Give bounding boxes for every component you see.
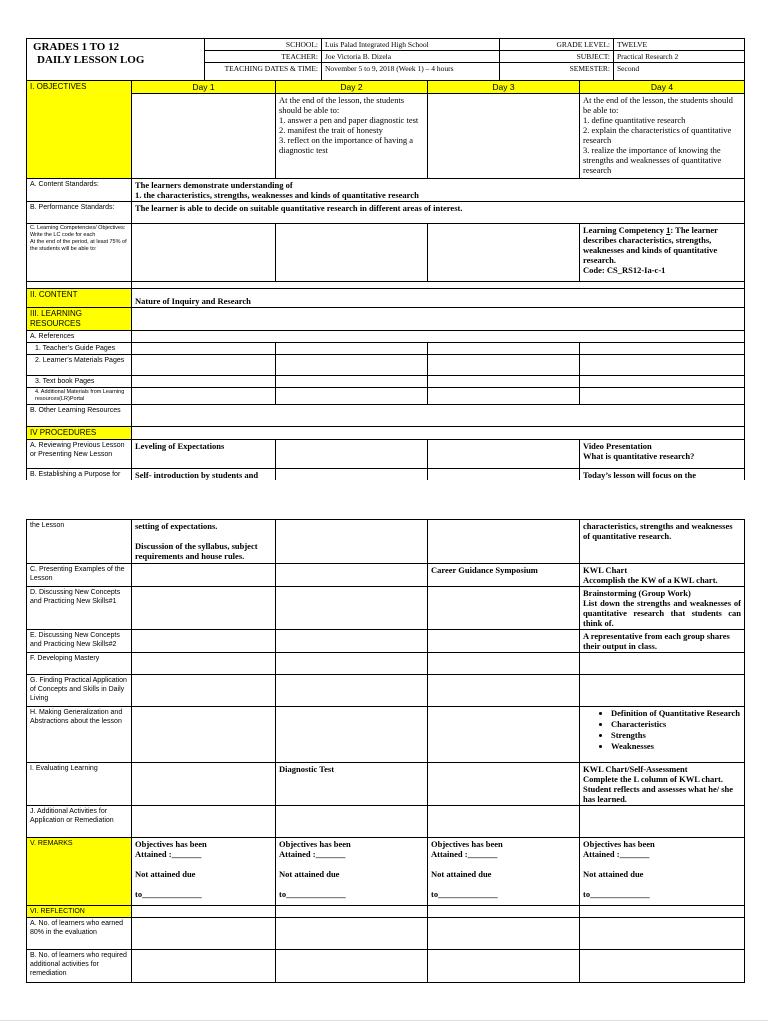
competency-text: : The learner describes characteristics, strengths, weaknesses and kinds of quantitative research. <box>583 225 718 265</box>
mastery-day-3 <box>428 653 580 675</box>
remarks-day-4 <box>580 838 745 906</box>
objectives-label: I. OBJECTIVES <box>27 81 132 179</box>
purpose-day-2-p2 <box>276 520 428 564</box>
generalization-day-4 <box>580 707 745 763</box>
teacher-label: TEACHER: <box>205 51 322 63</box>
reviewing-day-3 <box>428 440 580 469</box>
remarks-day-1 <box>132 838 276 906</box>
examples-day-4-line-1: KWL Chart <box>583 565 628 575</box>
lesson-table-p1 <box>26 80 745 482</box>
tg-label: 1. Teacher’s Guide Pages <box>27 343 132 355</box>
references-value <box>132 331 745 343</box>
page-2 <box>0 519 768 999</box>
reflection-day-4 <box>580 906 745 918</box>
content-standards-value <box>132 179 745 202</box>
concepts-2-day-4: A representative from each group shares their output in class. <box>580 630 745 653</box>
page-1 <box>0 0 768 480</box>
examples-day-1 <box>132 564 276 587</box>
generalization-label: H. Making Generalization and Abstractions about the lesson <box>27 707 132 763</box>
reflection-day-3 <box>428 906 580 918</box>
remarks-line-4: to______________ <box>135 889 202 899</box>
examples-day-3: Career Guidance Symposium <box>428 564 580 587</box>
application-day-3 <box>428 675 580 707</box>
tg-day-1 <box>132 343 276 355</box>
content-label: II. CONTENT <box>27 289 132 308</box>
content-standards-line-2: 1. the characteristics, strengths, weaknesses and kinds of quantitative research <box>135 190 419 200</box>
application-day-2 <box>276 675 428 707</box>
competency-number: 1 <box>666 225 671 235</box>
evaluating-day-1 <box>132 763 276 806</box>
competencies-day-1 <box>132 224 276 282</box>
remarks-line-3: Not attained due <box>583 869 644 879</box>
tg-day-4 <box>580 343 745 355</box>
concepts-1-day-4 <box>580 587 745 630</box>
purpose-day-4-p2: characteristics, strengths and weaknesses of quantitative research. <box>580 520 745 564</box>
concepts-2-day-2 <box>276 630 428 653</box>
lm-day-2 <box>276 355 428 376</box>
purpose-day-1-p1: Self- introduction by students and <box>132 469 276 482</box>
competencies-day-3 <box>428 224 580 282</box>
list-item: • Definition of Quantitative Research <box>611 708 741 719</box>
performance-standards-label: B. Performance Standards: <box>27 202 132 224</box>
competency-prefix: Learning Competency <box>583 225 667 235</box>
objectives-day-1 <box>132 94 276 179</box>
examples-day-2 <box>276 564 428 587</box>
lr-label: 4. Additional Materials from Learning resources(LR)Portal <box>27 388 132 405</box>
objectives-day-3 <box>428 94 580 179</box>
reflection-b-day-1 <box>132 950 276 983</box>
concepts-2-day-1 <box>132 630 276 653</box>
generalization-day-2 <box>276 707 428 763</box>
remarks-line-3: Not attained due <box>279 869 340 879</box>
concepts-2-label: E. Discussing New Concepts and Practicing New Skills#2 <box>27 630 132 653</box>
concepts-1-day-2 <box>276 587 428 630</box>
semester-value: Second <box>614 63 745 83</box>
evaluating-day-4 <box>580 763 745 806</box>
application-label: G. Finding Practical Application of Concepts and Skills in Daily Living <box>27 675 132 707</box>
application-day-4 <box>580 675 745 707</box>
remarks-label: V. REMARKS <box>27 838 132 906</box>
lr-day-1 <box>132 388 276 405</box>
learning-resources-label: III. LEARNING RESOURCES <box>27 308 132 331</box>
additional-day-2 <box>276 806 428 838</box>
concepts-2-day-3 <box>428 630 580 653</box>
remarks-line-3: Not attained due <box>431 869 492 879</box>
additional-activities-label: J. Additional Activities for Application or Remediation <box>27 806 132 838</box>
subject-value: Practical Research 2 <box>614 51 745 63</box>
reflection-b-day-4 <box>580 950 745 983</box>
reflection-label: VI. REFLECTION <box>27 906 132 918</box>
school-value: Luis Palad Integrated High School <box>322 39 500 51</box>
evaluating-day-4-line-1: KWL Chart/Self-Assessment <box>583 764 688 774</box>
competencies-day-2 <box>276 224 428 282</box>
subject-label: SUBJECT: <box>500 51 614 63</box>
learning-resources-value <box>132 308 745 331</box>
reflection-b-label: B. No. of learners who required additional activities for remediation <box>27 950 132 983</box>
procedures-value <box>132 427 745 440</box>
reflection-a-label: A. No. of learners who earned 80% in the evaluation <box>27 918 132 950</box>
content-standards-label: A. Content Standards: <box>27 179 132 202</box>
objectives-day-4: At the end of the lesson, the students should be able to: 1. define quantitative research 2. explain the characteristics of quantitative research 3. realize the importance of knowing the strengths and weaknesses of quantitative research <box>580 94 745 179</box>
references-label: A. References <box>27 331 132 343</box>
reflection-b-day-3 <box>428 950 580 983</box>
reviewing-day-4 <box>580 440 745 469</box>
reflection-day-2 <box>276 906 428 918</box>
list-item: • Weaknesses <box>611 741 741 752</box>
concepts-1-day-1 <box>132 587 276 630</box>
tb-day-1 <box>132 376 276 388</box>
remarks-line-4: to______________ <box>583 889 650 899</box>
day-1-header: Day 1 <box>132 81 276 94</box>
lm-day-3 <box>428 355 580 376</box>
tb-day-3 <box>428 376 580 388</box>
reflection-a-day-3 <box>428 918 580 950</box>
remarks-line-4: to______________ <box>279 889 346 899</box>
title-line-2: DAILY LESSON LOG <box>37 54 145 66</box>
objectives-day-2: At the end of the lesson, the students should be able to: 1. answer a pen and paper diagnostic test 2. manifest the trait of honesty 3. reflect on the importance of having a diagnostic test <box>276 94 428 179</box>
competency-code: Code: CS_RS12-Ia-c-1 <box>583 265 666 275</box>
remarks-line-4: to______________ <box>431 889 498 899</box>
remarks-line-2: Attained :_______ <box>279 849 346 859</box>
examples-label: C. Presenting Examples of the Lesson <box>27 564 132 587</box>
tb-day-4 <box>580 376 745 388</box>
generalization-day-1 <box>132 707 276 763</box>
concepts-1-day-3 <box>428 587 580 630</box>
remarks-line-2: Attained :_______ <box>431 849 498 859</box>
concepts-1-label: D. Discussing New Concepts and Practicing New Skills#1 <box>27 587 132 630</box>
list-item: • Characteristics <box>611 719 741 730</box>
purpose-label-p1: B. Establishing a Purpose for <box>27 469 132 482</box>
grade-label: GRADE LEVEL: <box>500 39 614 51</box>
additional-day-1 <box>132 806 276 838</box>
dates-value: November 5 to 9, 2018 (Week 1) – 4 hours <box>322 63 500 83</box>
grade-value: TWELVE <box>614 39 745 51</box>
generalization-list <box>583 708 741 752</box>
lr-day-4 <box>580 388 745 405</box>
reflection-a-day-1 <box>132 918 276 950</box>
tg-day-3 <box>428 343 580 355</box>
mastery-day-4 <box>580 653 745 675</box>
other-resources-value <box>132 405 745 427</box>
evaluating-day-4-line-2: Complete the L column of KWL chart. Student reflects and assesses what he/ she has learned. <box>583 774 734 804</box>
reflection-a-day-4 <box>580 918 745 950</box>
reviewing-day-2 <box>276 440 428 469</box>
reflection-day-1 <box>132 906 276 918</box>
purpose-label-p2: the Lesson <box>27 520 132 564</box>
semester-label: SEMESTER: <box>500 63 614 83</box>
lm-day-4 <box>580 355 745 376</box>
mastery-label: F. Developing Mastery <box>27 653 132 675</box>
procedures-label: IV PROCEDURES <box>27 427 132 440</box>
reviewing-label: A. Reviewing Previous Lesson or Presenting New Lesson <box>27 440 132 469</box>
dll-title <box>27 39 205 83</box>
tg-day-2 <box>276 343 428 355</box>
examples-day-4-line-2: Accomplish the KW of a KWL chart. <box>583 575 718 585</box>
generalization-day-3 <box>428 707 580 763</box>
tb-label: 3. Text book Pages <box>27 376 132 388</box>
evaluating-label: I. Evaluating Learning <box>27 763 132 806</box>
reviewing-day-4-line-1: Video Presentation <box>583 441 652 451</box>
lm-day-1 <box>132 355 276 376</box>
remarks-day-3 <box>428 838 580 906</box>
remarks-line-2: Attained :_______ <box>583 849 650 859</box>
additional-day-3 <box>428 806 580 838</box>
spacer-value <box>132 282 745 289</box>
lr-day-2 <box>276 388 428 405</box>
content-value: Nature of Inquiry and Research <box>132 289 745 308</box>
reflection-a-day-2 <box>276 918 428 950</box>
header-table <box>26 38 745 83</box>
day-4-header: Day 4 <box>580 81 745 94</box>
examples-day-4 <box>580 564 745 587</box>
tb-day-2 <box>276 376 428 388</box>
purpose-day-1-p2: setting of expectations. Discussion of the syllabus, subject requirements and house rules. <box>132 520 276 564</box>
concepts-1-day-4-line-1: Brainstorming (Group Work) <box>583 588 691 598</box>
remarks-day-2 <box>276 838 428 906</box>
purpose-day-4-p1: Today’s lesson will focus on the <box>580 469 745 482</box>
list-item: • Strengths <box>611 730 741 741</box>
competencies-day-4 <box>580 224 745 282</box>
spacer-label <box>27 282 132 289</box>
other-resources-label: B. Other Learning Resources <box>27 405 132 427</box>
additional-day-4 <box>580 806 745 838</box>
reviewing-day-4-line-2: What is quantitative research? <box>583 451 695 461</box>
concepts-1-day-4-line-2: List down the strengths and weaknesses of quantitative research that students can think of. <box>583 598 741 628</box>
reflection-b-day-2 <box>276 950 428 983</box>
lm-label: 2. Learner’s Materials Pages <box>27 355 132 376</box>
evaluating-day-3 <box>428 763 580 806</box>
content-standards-line-1: The learners demonstrate understanding of <box>135 180 293 190</box>
day-3-header: Day 3 <box>428 81 580 94</box>
application-day-1 <box>132 675 276 707</box>
day-2-header: Day 2 <box>276 81 428 94</box>
teacher-value: Joe Victoria B. Dizela <box>322 51 500 63</box>
page-gap <box>0 480 768 519</box>
school-label: SCHOOL: <box>205 39 322 51</box>
title-line-1: GRADES 1 TO 12 <box>33 41 120 53</box>
purpose-day-3-p2 <box>428 520 580 564</box>
performance-standards-value: The learner is able to decide on suitable quantitative research in different areas of interest. <box>132 202 745 224</box>
competencies-label: C. Learning Competencies/ Objectives: Write the LC code for each At the end of the period, at least 75% of the students will be able to: <box>27 224 132 282</box>
lr-day-3 <box>428 388 580 405</box>
reviewing-day-1: Leveling of Expectations <box>132 440 276 469</box>
remarks-line-2: Attained :_______ <box>135 849 202 859</box>
page-footer-line <box>0 1020 768 1021</box>
remarks-line-1: Objectives has been <box>431 839 503 849</box>
remarks-line-3: Not attained due <box>135 869 196 879</box>
mastery-day-2 <box>276 653 428 675</box>
dates-label: TEACHING DATES & TIME: <box>205 63 322 83</box>
remarks-line-1: Objectives has been <box>279 839 351 849</box>
evaluating-day-2: Diagnostic Test <box>276 763 428 806</box>
lesson-table-p2 <box>26 519 745 983</box>
mastery-day-1 <box>132 653 276 675</box>
remarks-line-1: Objectives has been <box>583 839 655 849</box>
remarks-line-1: Objectives has been <box>135 839 207 849</box>
